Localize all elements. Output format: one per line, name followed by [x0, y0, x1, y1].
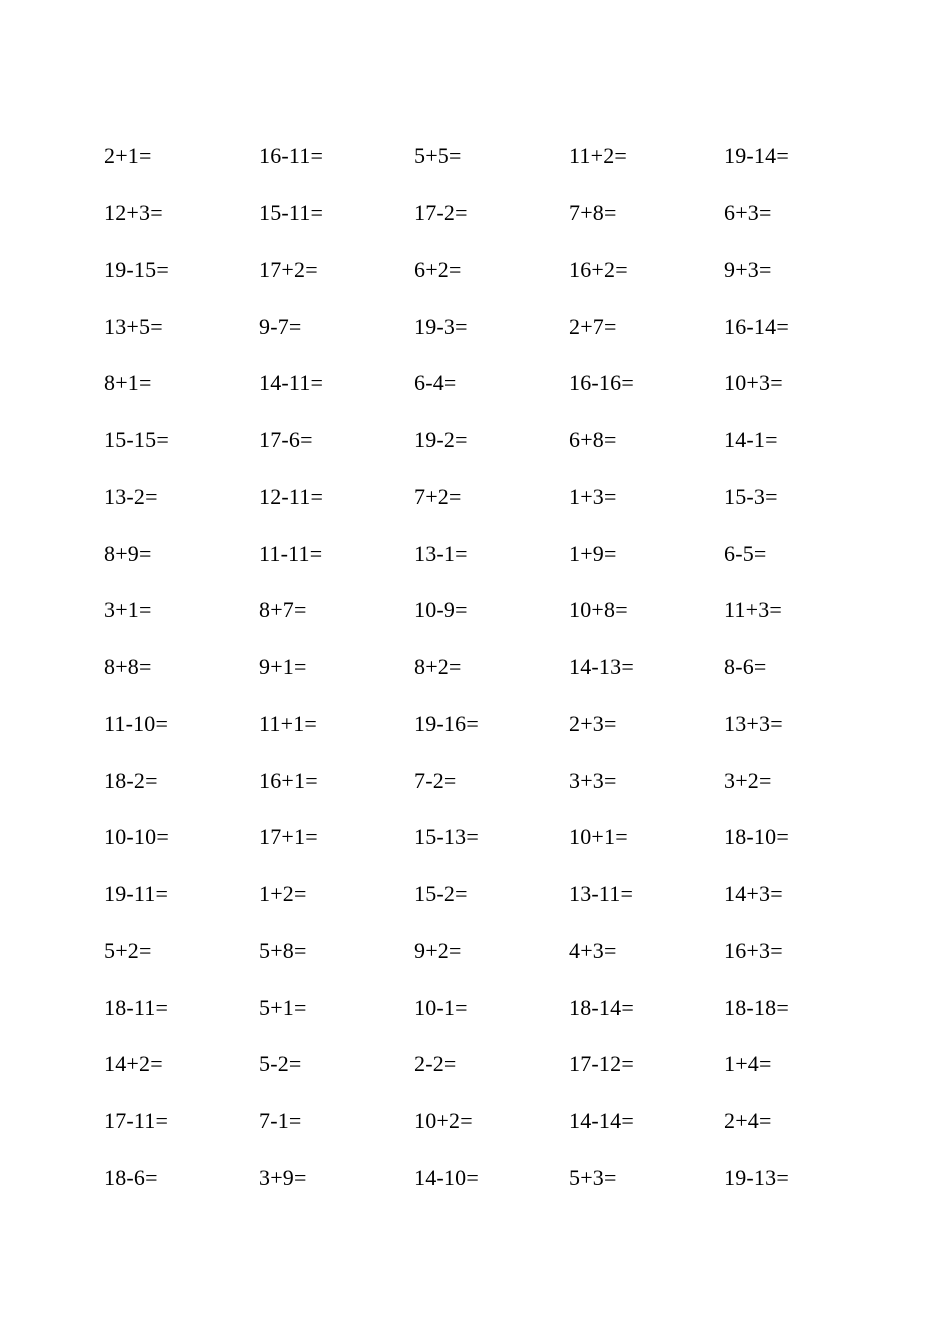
math-problem: 8+1= — [104, 370, 152, 396]
math-problem: 15-2= — [414, 881, 468, 907]
math-problem: 9+2= — [414, 937, 462, 963]
math-problem: 19-2= — [414, 427, 468, 453]
math-problem: 9+3= — [724, 256, 772, 282]
math-problem: 11+3= — [724, 597, 782, 623]
math-problem: 10+3= — [724, 370, 783, 396]
math-problem: 15-3= — [724, 483, 778, 509]
math-problem: 17+1= — [259, 824, 318, 850]
math-problem: 14-11= — [259, 370, 324, 396]
math-problem: 18-6= — [104, 1164, 158, 1190]
math-problem: 8-6= — [724, 654, 767, 680]
math-problem: 3+9= — [259, 1164, 307, 1190]
math-problem: 2+4= — [724, 1108, 772, 1134]
math-problem: 5+5= — [414, 143, 462, 169]
math-problem: 12-11= — [259, 483, 324, 509]
math-problem: 17-11= — [104, 1108, 169, 1134]
math-problem: 5+2= — [104, 937, 152, 963]
math-problem: 13+3= — [724, 710, 783, 736]
math-problem: 14-13= — [569, 654, 634, 680]
math-problem: 3+2= — [724, 767, 772, 793]
math-problem: 17-12= — [569, 1051, 634, 1077]
math-problem: 16+3= — [724, 937, 783, 963]
math-problem: 13-2= — [104, 483, 158, 509]
math-problem: 17-2= — [414, 200, 468, 226]
math-problem: 10-10= — [104, 824, 169, 850]
math-problem: 10+8= — [569, 597, 628, 623]
math-problem: 4+3= — [569, 937, 617, 963]
math-problem: 10-1= — [414, 994, 468, 1020]
math-problem: 6-5= — [724, 540, 767, 566]
math-problem: 19-15= — [104, 256, 169, 282]
math-problem: 13+5= — [104, 313, 163, 339]
math-problem: 9-7= — [259, 313, 302, 339]
math-problem: 18-10= — [724, 824, 789, 850]
math-problem: 7+8= — [569, 200, 617, 226]
math-problem: 16-11= — [259, 143, 324, 169]
math-problem: 12+3= — [104, 200, 163, 226]
math-problem: 16+2= — [569, 256, 628, 282]
math-problem: 15-11= — [259, 200, 324, 226]
math-problem: 6+8= — [569, 427, 617, 453]
math-problem: 19-11= — [104, 881, 169, 907]
math-problem: 15-15= — [104, 427, 169, 453]
math-problem: 16-14= — [724, 313, 789, 339]
math-problem: 3+1= — [104, 597, 152, 623]
math-problem: 9+1= — [259, 654, 307, 680]
math-problem: 1+4= — [724, 1051, 772, 1077]
math-problem: 5-2= — [259, 1051, 302, 1077]
math-problem: 5+8= — [259, 937, 307, 963]
math-problem: 7-1= — [259, 1108, 302, 1134]
math-problem: 14-14= — [569, 1108, 634, 1134]
math-problem: 8+9= — [104, 540, 152, 566]
math-problem: 11+1= — [259, 710, 317, 736]
math-problem: 6-4= — [414, 370, 457, 396]
math-problem: 17-6= — [259, 427, 313, 453]
math-problem: 5+1= — [259, 994, 307, 1020]
math-problem: 5+3= — [569, 1164, 617, 1190]
math-problem: 2-2= — [414, 1051, 457, 1077]
math-problem: 11+2= — [569, 143, 627, 169]
math-problem: 2+1= — [104, 143, 152, 169]
math-problem: 14-10= — [414, 1164, 479, 1190]
math-problem: 8+8= — [104, 654, 152, 680]
math-problem: 8+2= — [414, 654, 462, 680]
math-problem: 13-1= — [414, 540, 468, 566]
math-problem: 19-16= — [414, 710, 479, 736]
math-problem: 18-2= — [104, 767, 158, 793]
math-problem: 2+3= — [569, 710, 617, 736]
math-problem: 3+3= — [569, 767, 617, 793]
math-problem: 19-13= — [724, 1164, 789, 1190]
math-problem: 14+3= — [724, 881, 783, 907]
math-problem: 1+2= — [259, 881, 307, 907]
math-problem: 16+1= — [259, 767, 318, 793]
math-problem: 10+2= — [414, 1108, 473, 1134]
math-problem: 6+2= — [414, 256, 462, 282]
math-problem: 19-14= — [724, 143, 789, 169]
math-problem: 16-16= — [569, 370, 634, 396]
math-problem: 1+3= — [569, 483, 617, 509]
math-problem: 7+2= — [414, 483, 462, 509]
math-problem: 1+9= — [569, 540, 617, 566]
math-problem: 10+1= — [569, 824, 628, 850]
math-problem: 7-2= — [414, 767, 457, 793]
math-problem: 11-11= — [259, 540, 323, 566]
math-problem: 8+7= — [259, 597, 307, 623]
math-problem: 18-11= — [104, 994, 169, 1020]
math-problem: 19-3= — [414, 313, 468, 339]
math-problem: 2+7= — [569, 313, 617, 339]
math-problem: 15-13= — [414, 824, 479, 850]
math-problem: 14-1= — [724, 427, 778, 453]
math-problem: 14+2= — [104, 1051, 163, 1077]
math-problem: 11-10= — [104, 710, 169, 736]
math-problem: 18-18= — [724, 994, 789, 1020]
math-problem: 10-9= — [414, 597, 468, 623]
arithmetic-worksheet — [104, 128, 884, 1206]
math-problem: 17+2= — [259, 256, 318, 282]
math-problem: 18-14= — [569, 994, 634, 1020]
math-problem: 13-11= — [569, 881, 634, 907]
math-problem: 6+3= — [724, 200, 772, 226]
